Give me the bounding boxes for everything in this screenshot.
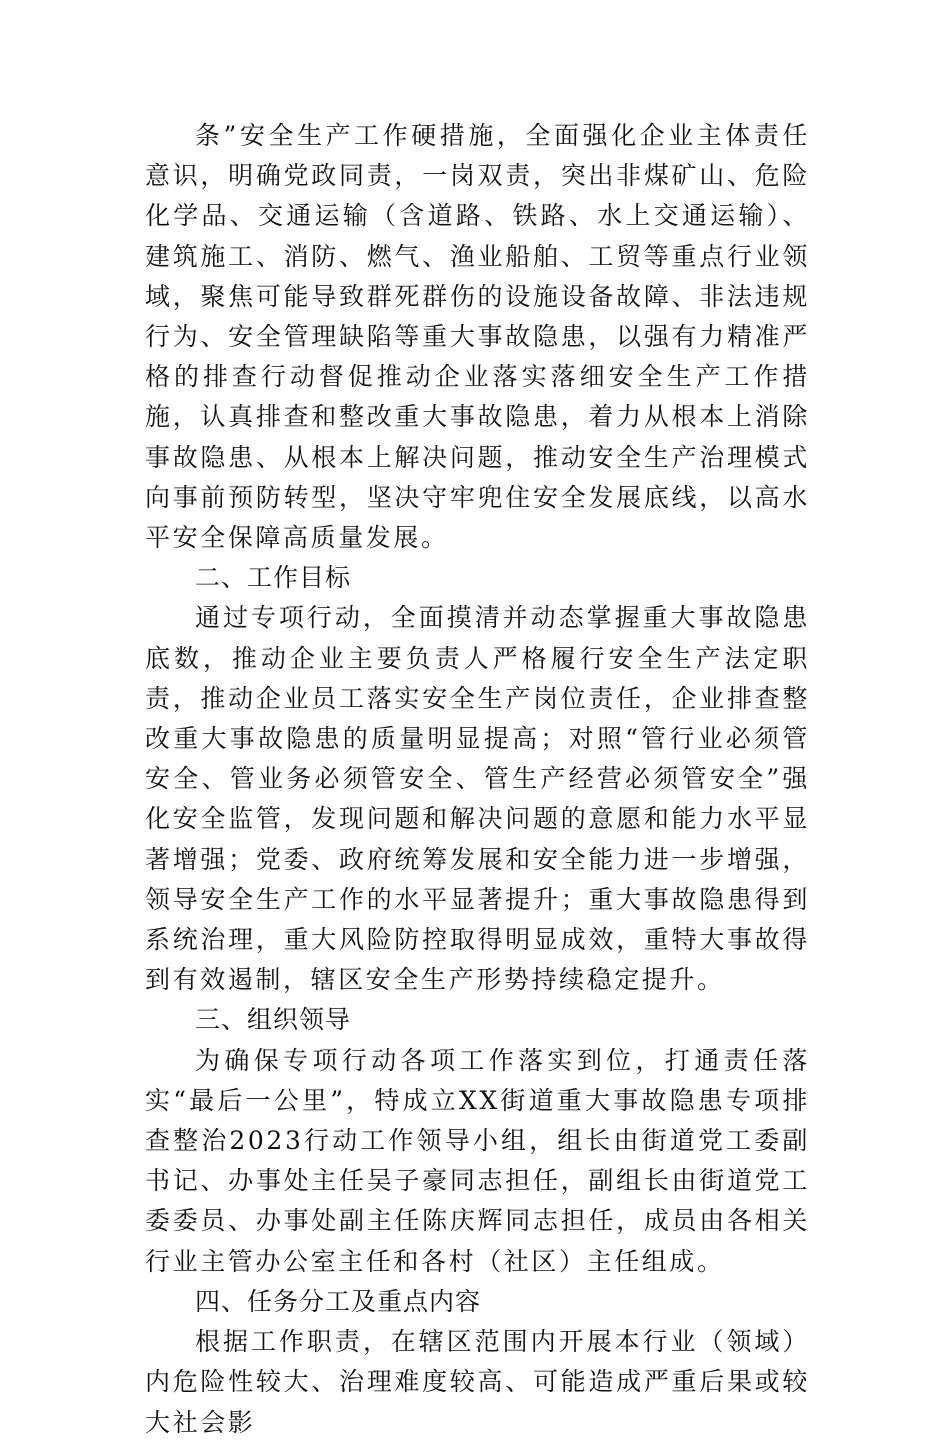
section-heading-work-goals: 二、工作目标 [195, 563, 352, 593]
paragraph-work-goals: 通过专项行动，全面摸清并动态掌握重大事故隐患底数，推动企业主要负责人严格履行安全生产法定职责，推动企业员工落实安全生产岗位责任，企业排查整改重大事故隐患的质量明显提高；对照“管行业必须管安全、管业务必须管安全、管生产经营必须管安全”强化安全监管，发现问题和解决问题的意愿和能力水平显著增强；党委、政府统筹发展和安全能力进一步增强，领导安全生产工作的水平显著提升；重大事故隐患得到系统治理，重大风险防控取得明显成效，重特大事故得到有效遏制，辖区安全生产形势持续稳定提升。 [145, 603, 810, 995]
section-heading-organization: 三、组织领导 [195, 1005, 352, 1035]
paragraph-intro-continued: 条”安全生产工作硬措施，全面强化企业主体责任意识，明确党政同责，一岗双责，突出非煤矿山、危险化学品、交通运输（含道路、铁路、水上交通运输）、建筑施工、消防、燃气、渔业船舶、工贸等重点行业领域，聚焦可能导致群死群伤的设施设备故障、非法违规行为、安全管理缺陷等重大事故隐患，以强有力精准严格的排查行动督促推动企业落实落细安全生产工作措施，认真排查和整改重大事故隐患，着力从根本上消除事故隐患、从根本上解决问题，推动安全生产治理模式向事前预防转型，坚决守牢兜住安全发展底线，以高水平安全保障高质量发展。 [145, 121, 810, 553]
paragraph-organization: 为确保专项行动各项工作落实到位，打通责任落实“最后一公里”，特成立XX街道重大事故隐患专项排查整治2023行动工作领导小组，组长由街道党工委副书记、办事处主任吴子豪同志担任，副组长由街道党工委委员、办事处副主任陈庆辉同志担任，成员由各相关行业主管办公室主任和各村（社区）主任组成。 [145, 1045, 810, 1276]
section-heading-tasks: 四、任务分工及重点内容 [195, 1286, 482, 1316]
paragraph-tasks: 根据工作职责，在辖区范围内开展本行业（领域）内危险性较大、治理难度较高、可能造成严重后果或较大社会影 [145, 1327, 810, 1437]
document-page [145, 116, 810, 1443]
